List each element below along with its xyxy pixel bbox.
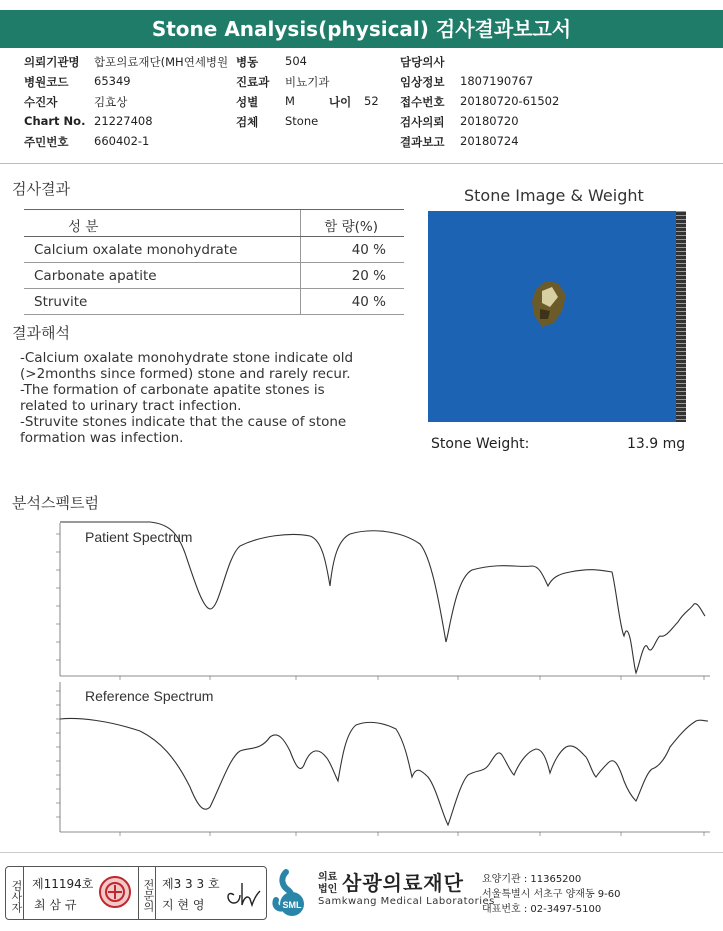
reviewer-label: 전문의 xyxy=(138,867,156,919)
chart-label: Chart No. xyxy=(24,114,86,128)
signature-box xyxy=(5,866,267,920)
org-type: 의료법인 xyxy=(318,872,338,895)
interpretation-line: formation was infection. xyxy=(20,430,184,446)
org-phone: 대표번호 : 02-3497-5100 xyxy=(482,904,602,915)
stone-photo xyxy=(428,211,686,422)
content-header: 함 량(%) xyxy=(324,219,378,235)
reference-spectrum-label: Reference Spectrum xyxy=(85,688,214,704)
request-label: 검사의뢰 xyxy=(400,115,445,129)
request-value: 20180720 xyxy=(460,114,519,128)
results-heading: 검사결과 xyxy=(12,180,70,198)
component-name: Struvite xyxy=(34,294,88,310)
table-row xyxy=(24,237,404,263)
sml-logo-text: SML xyxy=(282,900,302,910)
id-label: 주민번호 xyxy=(24,135,69,149)
receipt-label: 접수번호 xyxy=(400,95,445,109)
patient-value: 김효상 xyxy=(94,95,128,109)
sex-value: M xyxy=(285,94,295,108)
interpretation-line: -Struvite stones indicate that the cause of stone xyxy=(20,414,347,430)
inspector-label: 검사자 xyxy=(6,867,24,919)
reviewer-license: 제3 3 3 호 xyxy=(162,877,220,891)
inspector-license: 제11194호 xyxy=(32,877,94,891)
interpretation-heading: 결과해석 xyxy=(12,324,70,342)
component-header: 성 분 xyxy=(68,219,99,235)
patient-spectrum-label: Patient Spectrum xyxy=(85,529,193,545)
inspector-name: 최 삼 규 xyxy=(34,898,77,912)
chart-value: 21227408 xyxy=(94,114,153,128)
department-label: 진료과 xyxy=(236,75,270,89)
ward-value: 504 xyxy=(285,54,307,68)
table-row xyxy=(24,263,404,289)
interpretation-line: -The formation of carbonate apatite stones is xyxy=(20,382,325,398)
org-code: 요양기관 : 11365200 xyxy=(482,874,582,885)
hospital-code-label: 병원코드 xyxy=(24,75,69,89)
spectra-heading: 분석스펙트럼 xyxy=(12,494,99,512)
patient-spectrum-chart xyxy=(0,518,723,683)
results-table xyxy=(24,209,404,315)
component-percent: 40 % xyxy=(351,242,386,258)
component-percent: 20 % xyxy=(351,268,386,284)
stone-weight-value: 13.9 mg xyxy=(627,436,686,452)
clinical-label: 임상정보 xyxy=(400,75,445,89)
interpretation-text xyxy=(20,350,400,446)
stone-icon xyxy=(428,211,686,422)
receipt-value: 20180720-61502 xyxy=(460,94,560,108)
org-address: 서울특별시 서초구 양재동 9-60 xyxy=(482,889,621,900)
divider xyxy=(0,163,723,164)
age-label: 나이 xyxy=(329,95,352,109)
component-percent: 40 % xyxy=(351,294,386,310)
specimen-label: 검체 xyxy=(236,115,259,129)
org-english-name: Samkwang Medical Laboratories xyxy=(318,896,495,907)
interpretation-line: (>2months since formed) stone and rarely recur. xyxy=(20,366,351,382)
hospital-code-value: 65349 xyxy=(94,74,131,88)
department-value: 비뇨기과 xyxy=(285,75,330,89)
patient-label: 수진자 xyxy=(24,95,58,109)
interpretation-line: -Calcium oxalate monohydrate stone indicate old xyxy=(20,350,354,366)
results-table-header xyxy=(24,209,404,237)
signature-icon xyxy=(222,877,262,911)
ward-label: 병동 xyxy=(236,55,259,69)
institution-label: 의뢰기관명 xyxy=(24,55,80,69)
report-date-value: 20180724 xyxy=(460,134,519,148)
report-title: Stone Analysis(physical) 검사결과보고서 xyxy=(0,10,723,48)
stone-image-title: Stone Image & Weight xyxy=(464,186,644,205)
footer-divider xyxy=(0,852,723,853)
interpretation-line: related to urinary tract infection. xyxy=(20,398,242,414)
sex-label: 성별 xyxy=(236,95,259,109)
specimen-value: Stone xyxy=(285,114,319,128)
org-name: 삼광의료재단 xyxy=(342,871,464,895)
reviewer-name: 지 현 영 xyxy=(162,898,205,912)
component-name: Calcium oxalate monohydrate xyxy=(34,242,238,258)
scale-ruler xyxy=(676,211,686,422)
table-row xyxy=(24,289,404,315)
clinical-value: 1807190767 xyxy=(460,74,534,88)
id-value: 660402-1 xyxy=(94,134,150,148)
report-date-label: 결과보고 xyxy=(400,135,445,149)
reference-spectrum-chart xyxy=(0,677,723,837)
doctor-label: 담당의사 xyxy=(400,55,445,69)
component-name: Carbonate apatite xyxy=(34,268,157,284)
patient-info xyxy=(24,54,704,154)
inspector-seal xyxy=(98,875,132,909)
stone-weight-label: Stone Weight: xyxy=(431,436,530,452)
age-value: 52 xyxy=(364,94,379,108)
institution-value: 합포의료재단(MH연세병원 xyxy=(94,55,229,69)
